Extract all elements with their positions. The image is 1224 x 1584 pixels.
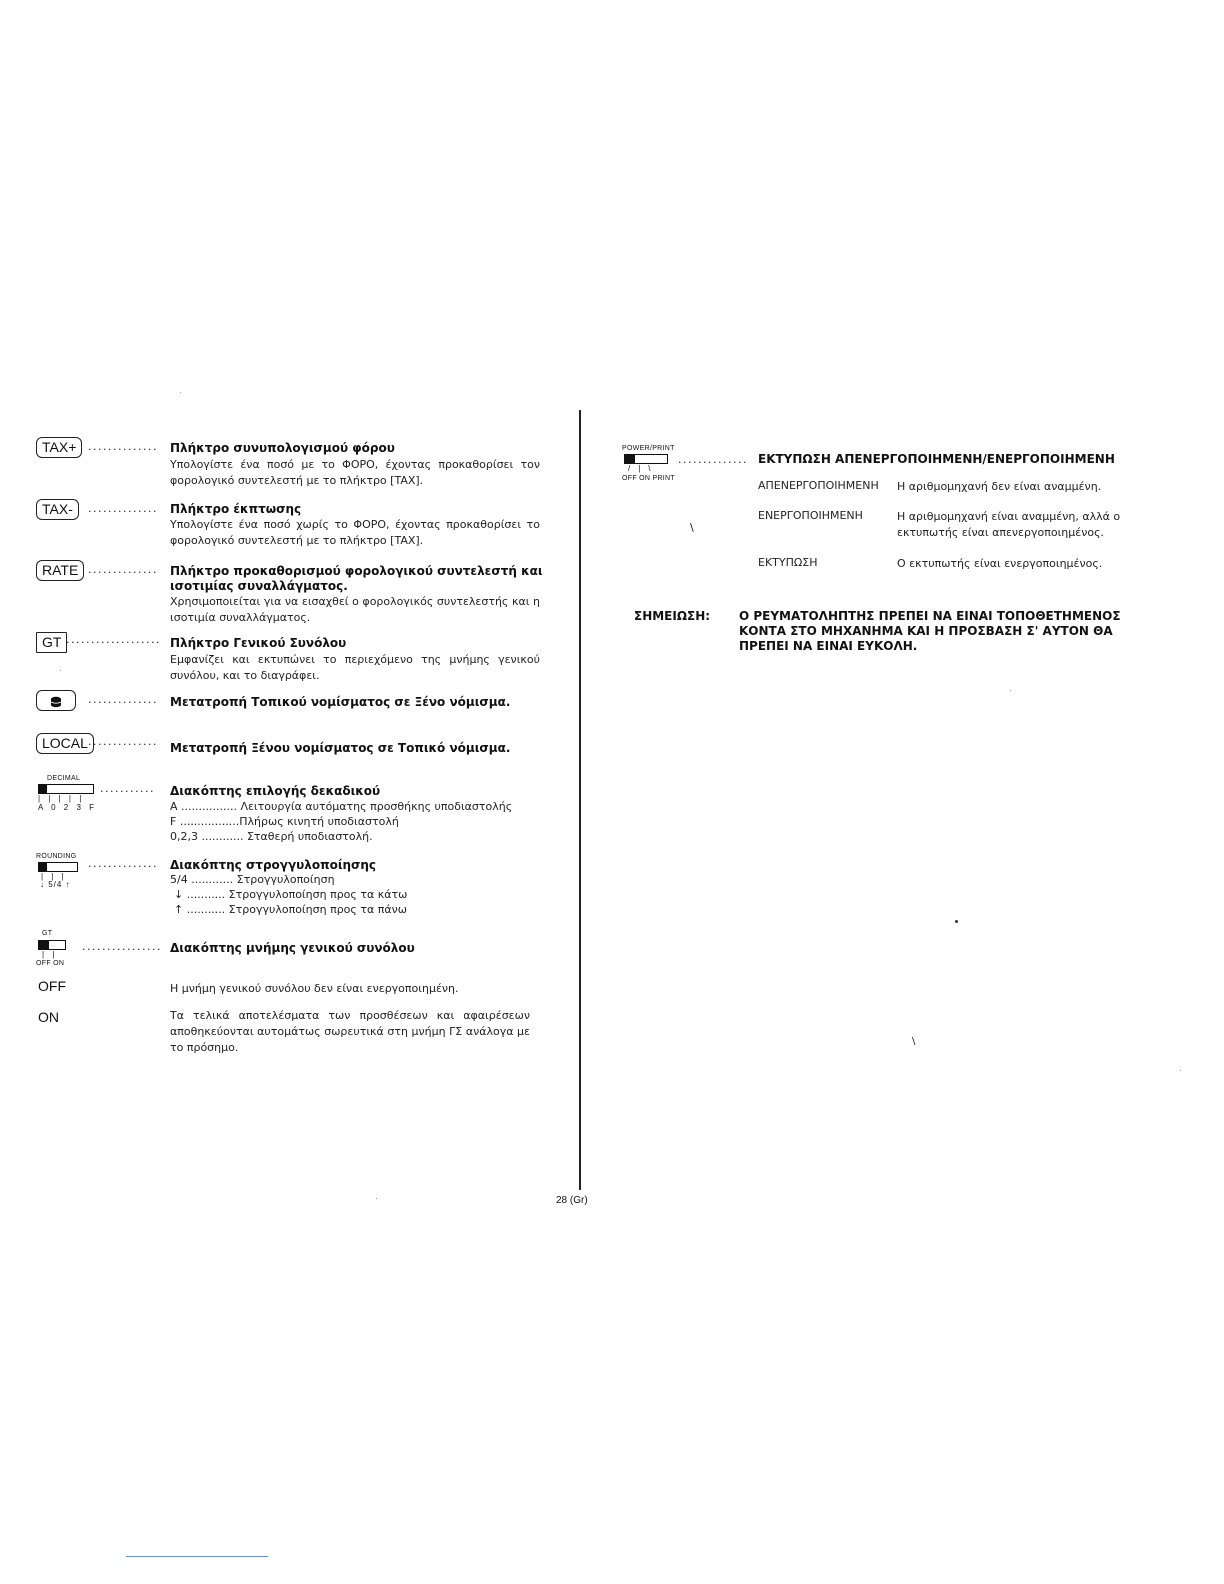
rounding-switch	[38, 862, 78, 872]
gt-desc: Εμφανίζει και εκτυπώνει το περιεχόμενο της μνήμης γενικού συνόλου, και το διαγράφει.	[170, 653, 540, 682]
power-mode-print: ΕΚΤΥΠΩΣΗ	[758, 556, 818, 569]
leader-dots: ...........	[100, 782, 155, 795]
tax-minus-key: TAX-	[36, 499, 79, 520]
power-mode-off: ΑΠΕΝΕΡΓΟΠΟΙΗΜΕΝΗ	[758, 479, 879, 492]
gt-key: GT	[36, 632, 67, 653]
gt-title: Πλήκτρο Γενικού Συνόλου	[170, 636, 347, 650]
tax-plus-title: Πλήκτρο συνυπολογισμού φόρου	[170, 441, 395, 455]
gt-on-desc: Τα τελικά αποτελέσματα των προσθέσεων και αφαιρέσεων αποθηκεύονται αυτομάτως σωρευτικά στη μνήμη ΓΣ ανάλογα με το πρόσημο.	[170, 1009, 530, 1054]
column-divider	[579, 410, 581, 1190]
leader-dots: ..............	[88, 502, 158, 515]
gt-off-desc: Η μνήμη γενικού συνόλου δεν είναι ενεργοποιημένη.	[170, 982, 459, 995]
local-key: LOCAL	[36, 733, 94, 754]
gt-switch-label: GT	[42, 930, 53, 937]
gt-on-label: ON	[38, 1009, 59, 1025]
gt-switch-positions: OFF ON	[36, 960, 65, 967]
decimal-switch-notches: | | | | |	[38, 794, 85, 803]
rounding-switch-positions: ↓ 5/4 ↑	[40, 880, 71, 889]
decimal-switch-positions: A 0 2 3 F	[38, 803, 98, 812]
gt-off-label: OFF	[38, 978, 66, 994]
decimal-option-a: A ................ Λειτουργία αυτόματης προσθήκης υποδιαστολής	[170, 800, 513, 813]
tax-plus-key: TAX+	[36, 437, 82, 458]
leader-dots: ...................	[66, 633, 161, 646]
gt-switch	[38, 940, 66, 950]
scan-mark: \	[690, 521, 694, 534]
scan-mark: \	[912, 1036, 916, 1047]
rounding-option-up: ↑ ........... Στρογγυλοποίηση προς τα πάνω	[174, 903, 407, 916]
local-title: Μετατροπή Ξένου νομίσματος σε Τοπικό νόμισμα.	[170, 741, 511, 755]
rounding-option-54: 5/4 ............ Στρογγυλοποίηση	[170, 873, 335, 886]
power-switch-positions: OFF ON PRINT	[622, 475, 675, 482]
leader-dots: ..............	[88, 563, 158, 576]
leader-dots: ..............	[88, 693, 158, 706]
power-switch-notches: /|\	[628, 464, 659, 473]
note-text: Ο ΡΕΥΜΑΤΟΛΗΠΤΗΣ ΠΡΕΠΕΙ ΝΑ ΕΙΝΑΙ ΤΟΠΟΘΕΤΗΜΕΝΟΣ ΚΟΝΤΑ ΣΤΟ ΜΗΧΑΝΗΜΑ ΚΑΙ Η ΠΡΟΣΒΑΣΗ Σ' ΑΥΤΟΝ ΘΑ ΠΡΕΠΕΙ ΝΑ ΕΙΝΑΙ ΕΥΚΟΛΗ.	[739, 609, 1121, 653]
leader-dots: ..............	[88, 735, 158, 748]
decimal-switch	[38, 784, 94, 794]
rounding-switch-label: ROUNDING	[36, 853, 77, 860]
power-mode-print-desc: Ο εκτυπωτής είναι ενεργοποιημένος.	[897, 557, 1103, 570]
decimal-option-fixed: 0,2,3 ............ Σταθερή υποδιαστολή.	[170, 830, 373, 843]
note-label: ΣΗΜΕΙΩΣΗ:	[634, 609, 711, 623]
decimal-switch-label: DECIMAL	[47, 775, 81, 782]
power-switch	[624, 454, 668, 464]
rate-title-line-1: Πλήκτρο προκαθορισμού φορολογικού συντελεστή και	[170, 564, 543, 578]
decimal-title: Διακόπτης επιλογής δεκαδικού	[170, 784, 381, 798]
leader-dots: ..............	[678, 453, 748, 466]
coin-stack-icon	[50, 694, 62, 706]
footer-link-underline	[126, 1556, 268, 1557]
rate-title-line-2: ισοτιμίας συναλλάγματος.	[170, 579, 348, 593]
decimal-option-f: F .................Πλήρως κινητή υποδιαστολή	[170, 815, 399, 828]
power-title: ΕΚΤΥΠΩΣΗ ΑΠΕΝΕΡΓΟΠΟΙΗΜΕΝΗ/ΕΝΕΡΓΟΠΟΙΗΜΕΝΗ	[758, 452, 1115, 466]
power-switch-label: POWER/PRINT	[622, 445, 675, 452]
scan-dot	[955, 920, 958, 923]
page-number: 28 (Gr)	[556, 1195, 588, 1206]
power-mode-on: ΕΝΕΡΓΟΠΟΙΗΜΕΝΗ	[758, 509, 863, 522]
power-mode-off-desc: Η αριθμομηχανή δεν είναι αναμμένη.	[897, 480, 1102, 493]
gt-switch-notches: | |	[42, 950, 58, 959]
tax-plus-desc: Υπολογίστε ένα ποσό με το ΦΟΡΟ, έχοντας προκαθορίσει τον φορολογικό συντελεστή με το πλήκτρο [TAX].	[170, 458, 540, 487]
rate-key: RATE	[36, 560, 84, 581]
leader-dots: ..............	[88, 857, 158, 870]
currency-title: Μετατροπή Τοπικού νομίσματος σε Ξένο νόμισμα.	[170, 695, 511, 709]
currency-key	[36, 690, 76, 711]
power-mode-on-desc: Η αριθμομηχανή είναι αναμμένη, αλλά ο εκτυπωτής είναι απενεργοποιημένος.	[897, 510, 1121, 539]
rate-desc: Χρησιμοποιείται για να εισαχθεί ο φορολογικός συντελεστής και η ισοτιμία συναλλάγματος.	[170, 595, 540, 624]
tax-minus-title: Πλήκτρο έκπτωσης	[170, 502, 302, 516]
gt-switch-title: Διακόπτης μνήμης γενικού συνόλου	[170, 941, 415, 955]
rounding-option-down: ↓ ........... Στρογγυλοποίηση προς τα κάτω	[174, 888, 408, 901]
leader-dots: ..............	[88, 440, 158, 453]
leader-dots: ................	[82, 940, 162, 953]
rounding-switch-notches: | | |	[41, 872, 67, 881]
rounding-title: Διακόπτης στρογγυλοποίησης	[170, 858, 377, 872]
tax-minus-desc: Υπολογίστε ένα ποσό χωρίς το ΦΟΡΟ, έχοντας προκαθορίσει το φορολογικό συντελεστή με το πλήκτρο [TAX].	[170, 518, 540, 547]
